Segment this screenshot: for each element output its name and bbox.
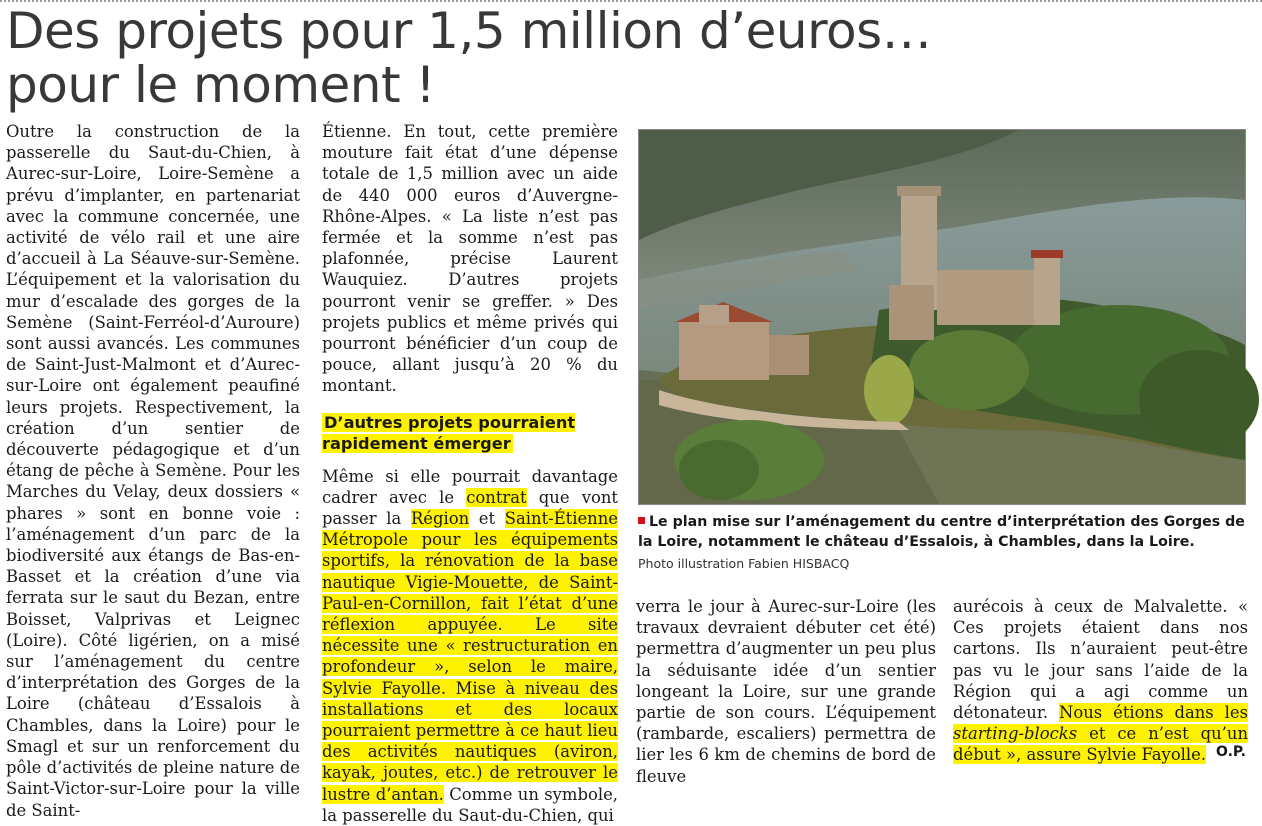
- chateau-photo: [638, 129, 1246, 505]
- highlighted-italic-text: starting-blocks: [953, 724, 1078, 744]
- text-run: aurécois à ceux de Malvalette. « Ces projets étaient dans nos cartons. Ils n’auraient peut-être pas vu le jour sans l’aide de la Région qui a agi comme un détonateur.: [953, 597, 1248, 723]
- column-2-paragraph-2: [322, 466, 618, 826]
- article-column-3: [636, 596, 936, 787]
- highlighted-text: et ce n’est qu’un début », assure Sylvie Fayolle.: [953, 724, 1248, 765]
- subheading-text: D’autres projets pourraient rapidement émerger: [322, 412, 576, 453]
- article-column-4: [953, 596, 1248, 766]
- caption-text: Le plan mise sur l’aménagement du centre d’interprétation des Gorges de la Loire, notamment le château d’Essalois, à Chambles, dans la Loire.: [638, 514, 1245, 550]
- castle-landscape-illustration: [639, 130, 1245, 504]
- article-column-2: [322, 121, 618, 826]
- caption-bullet-icon: [638, 517, 645, 524]
- headline-line-1: Des projets pour 1,5 million d’euros…: [6, 2, 932, 60]
- author-signature: O.P.: [1216, 744, 1246, 760]
- text-run: que vont passer la: [322, 487, 618, 529]
- column-1-text: Outre la construction de la passerelle du Saut-du-Chien, à Aurec-sur-Loire, Loire-Semène a prévu d’implanter, en partenariat avec la commune concernée, une activité de vélo rail et une aire d’accueil à La Séauve-sur-Semène. L’équipement et la valorisation du mur d’escalade des gorges de la Semène (Saint-Ferréol-d’Auroure) sont aussi avancés. Les communes de Saint-Just-Malmont et d’Aurec-sur-Loire ont également peaufiné leurs projets. Respectivement, la création d’un sentier de découverte pédagogique et d’un étang de pêche à Semène. Pour les Marches du Velay, deux dossiers « phares » sont en bonne voie : l’aménagement d’un parc de la biodiversité aux étangs de Bas-en-Basset et la création d’une via ferrata sur le saut du Bezan, entre Boisset, Valprivas et Leignec (Loire). Côté ligérien, on a misé sur l’aménagement du centre d’interprétation des Gorges de la Loire (château d’Essalois à Chambles, dans la Loire) pour le Smagl et sur un renforcement du pôle d’activités de pleine nature de Saint-Victor-sur-Loire pour la ville de Saint-: [6, 122, 300, 820]
- column-2-text: Étienne. En tout, cette première mouture fait état d’une dépense totale de 1,5 million avec un aide de 440 000 euros d’Auvergne-Rhône-Alpes. « La liste n’est pas fermée et la somme n’est pas plafonnée, précise Laurent Wauquiez. D’autres projets pourront venir se greffer. » Des projets publics et même privés qui pourront bénéficier d’un coup de pouce, allant jusqu’à 20 % du montant.: [322, 122, 618, 396]
- column-4-text: [953, 596, 1248, 766]
- highlighted-text: Saint-Étienne Métropole pour les équipements sportifs, la rénovation de la base nautique Vigie-Mouette, de Saint-Paul-en-Cornillon, fait l’état d’une réflexion appuyée. Le site nécessite une « restructuration en profondeur », selon le maire, Sylvie Fayolle. Mise à niveau des installations et des locaux pourraient permettre à ce haut lieu des activités nautiques (aviron, kayak, joutes, etc.) de retrouver le lustre d’antan.: [322, 509, 618, 804]
- highlighted-text: Région: [410, 509, 470, 529]
- highlighted-text: contrat: [466, 487, 527, 507]
- article-column-1: [6, 121, 300, 821]
- text-run: Même si elle pourrait davantage cadrer avec le: [322, 466, 618, 507]
- column-3-text: verra le jour à Aurec-sur-Loire (les travaux devraient débuter cet été) permettra d’augmenter un peu plus la séduisante idée d’un sentier longeant la Loire, sur une grande partie de son cours. L’équipement (rambarde, escaliers) permettra de lier les 6 km de chemins de bord de fleuve: [636, 597, 936, 786]
- text-run: Comme un symbole, la passerelle du Saut-du-Chien, qui: [322, 784, 618, 825]
- photo-caption: [638, 512, 1248, 552]
- photo-credit: Photo illustration Fabien HISBACQ: [638, 556, 850, 571]
- article-headline: [6, 4, 1246, 112]
- headline-line-2: pour le moment !: [6, 56, 436, 114]
- section-subheading: [322, 412, 618, 454]
- text-run: et: [469, 509, 505, 529]
- highlighted-text: Nous étions dans les: [1059, 703, 1248, 723]
